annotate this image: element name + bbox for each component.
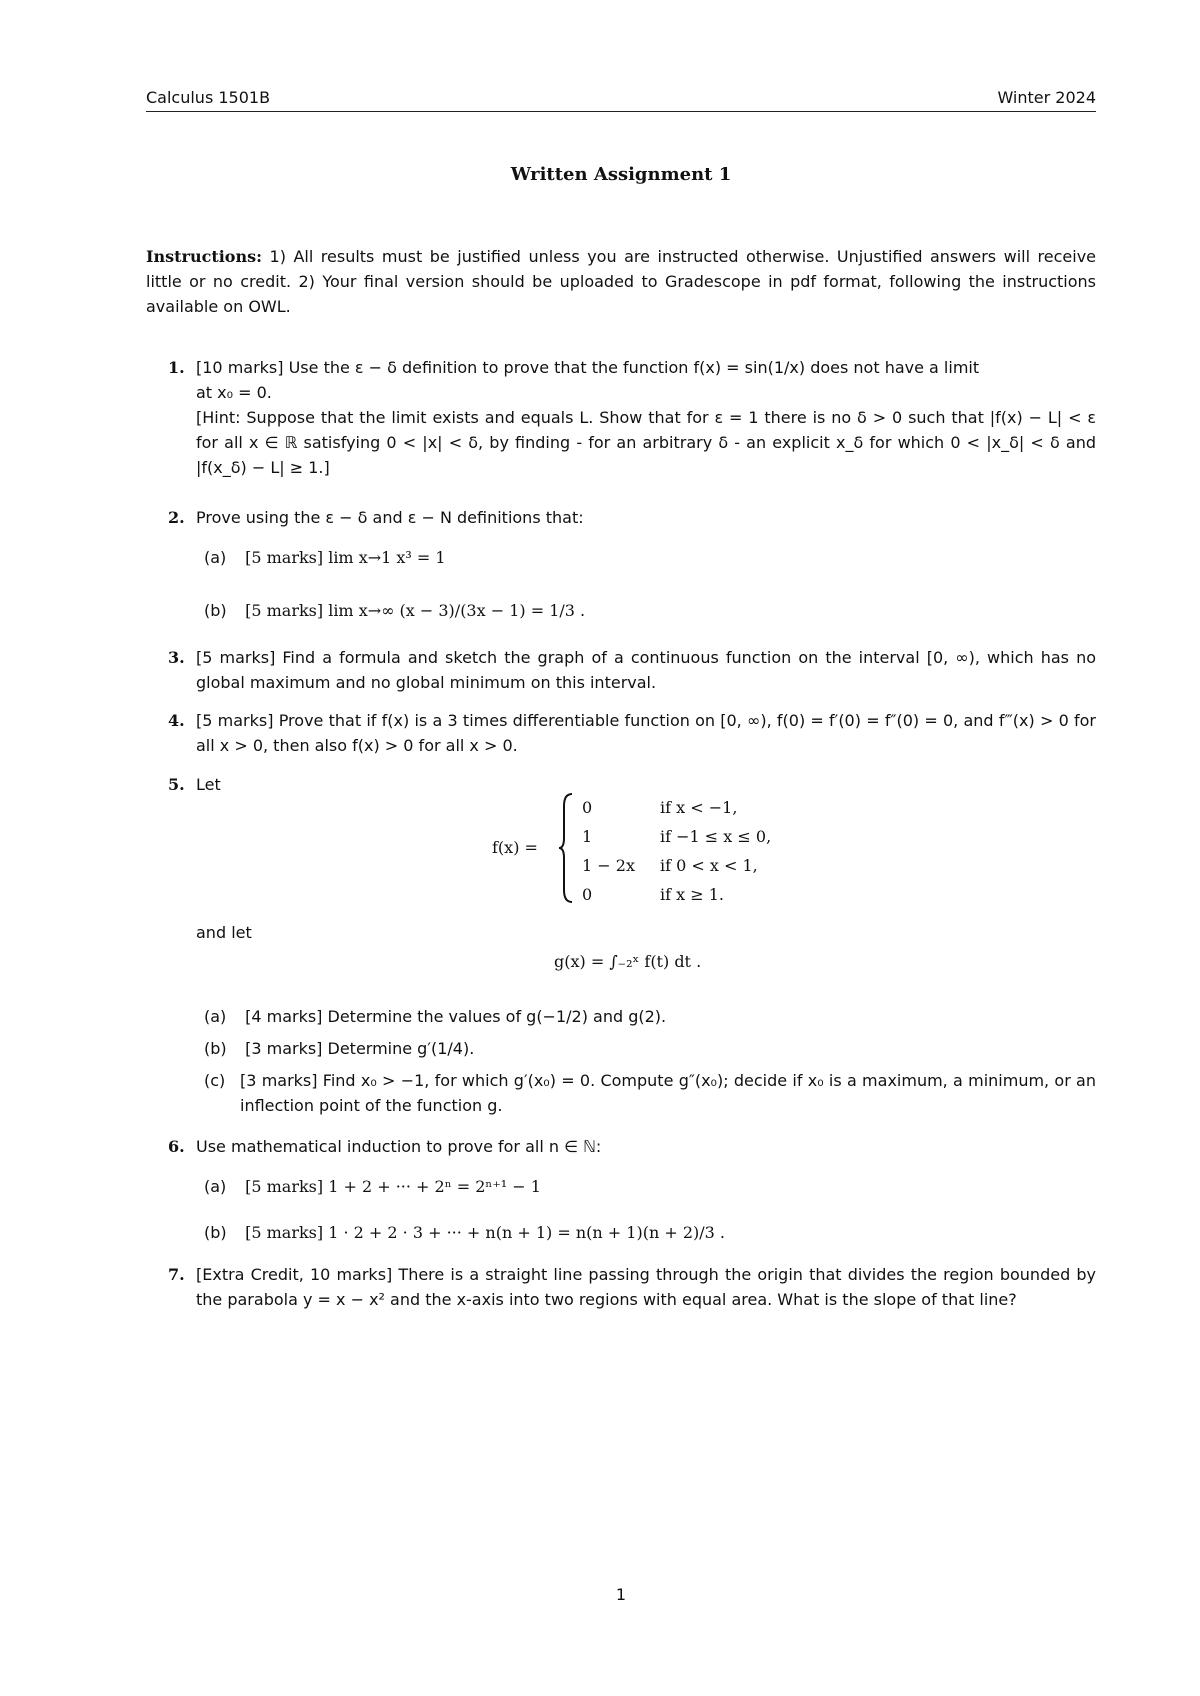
assignment-title: Written Assignment 1	[510, 164, 732, 185]
integral-definition: g(x) = ∫₋₂ˣ f(t) dt .	[554, 952, 702, 971]
case-value: 0	[582, 885, 593, 904]
part-text: [5 marks] lim x→1 x³ = 1	[245, 548, 446, 567]
problem-number: 6.	[168, 1137, 185, 1156]
part-text: [5 marks] 1 · 2 + 2 · 3 + ··· + n(n + 1) = n(n + 1)(n + 2)/3 .	[245, 1223, 725, 1242]
problem-3-statement: [5 marks] Find a formula and sketch the graph of a continuous function on the interval [0, ∞), which has no global maximum and no global minimum on this interval.	[196, 648, 1096, 692]
part-label: (a)	[204, 548, 227, 567]
case-value: 1	[582, 827, 593, 846]
part-text: [5 marks] 1 + 2 + ··· + 2ⁿ = 2ⁿ⁺¹ − 1	[245, 1177, 541, 1196]
instructions-label: Instructions:	[146, 247, 263, 266]
problem-number: 7.	[168, 1265, 185, 1284]
left-brace-icon	[558, 792, 574, 904]
problem-number: 1.	[168, 358, 185, 377]
piecewise-lhs: f(x) =	[492, 838, 538, 857]
problem-5-let: Let	[196, 775, 221, 794]
case-condition: if 0 < x < 1,	[660, 856, 758, 875]
part-label: (b)	[204, 1039, 227, 1058]
case-value: 0	[582, 798, 593, 817]
header-rule	[146, 111, 1096, 112]
part-text: [3 marks] Determine g′(1/4).	[245, 1039, 475, 1058]
problem-number: 4.	[168, 711, 185, 730]
problem-7-statement: [Extra Credit, 10 marks] There is a straight line passing through the origin that divides the region bounded by the parabola y = x − x² and the x-axis into two regions with equal area. What is the slope of that line?	[196, 1265, 1096, 1309]
instructions-text: 1) All results must be justified unless you are instructed otherwise. Unjustified answers will receive little or no credit. 2) Your final version should be uploaded to Gradescope in pdf format, following the instructions available on OWL.	[146, 247, 1097, 316]
course-name: Calculus 1501B	[146, 88, 271, 107]
problem-number: 3.	[168, 648, 185, 667]
part-label: (a)	[204, 1177, 227, 1196]
problem-number: 2.	[168, 508, 185, 527]
part-label: (c)	[204, 1071, 226, 1090]
problem-2-statement: Prove using the ε − δ and ε − N definitions that:	[196, 508, 584, 527]
problem-1-statement: [10 marks] Use the ε − δ definition to prove that the function f(x) = sin(1/x) does not have a limit	[196, 358, 980, 377]
part-text: [3 marks] Find x₀ > −1, for which g′(x₀) = 0. Compute g″(x₀); decide if x₀ is a maximum, a minimum, or an inflection point of the function g.	[240, 1071, 1096, 1115]
instructions	[146, 244, 1096, 319]
problem-number: 5.	[168, 775, 185, 794]
part-text: [5 marks] lim x→∞ (x − 3)/(3x − 1) = 1/3 .	[245, 601, 586, 620]
part-label: (a)	[204, 1007, 227, 1026]
part-label: (b)	[204, 601, 227, 620]
problem-1-point: at x₀ = 0.	[196, 383, 272, 402]
case-value: 1 − 2x	[582, 856, 635, 875]
page-number: 1	[615, 1585, 627, 1604]
part-label: (b)	[204, 1223, 227, 1242]
problem-4-statement: [5 marks] Prove that if f(x) is a 3 times differentiable function on [0, ∞), f(0) = f′(0) = f″(0) = 0, and f‴(x) > 0 for all x > 0, then also f(x) > 0 for all x > 0.	[196, 711, 1096, 755]
part-text: [4 marks] Determine the values of g(−1/2) and g(2).	[245, 1007, 667, 1026]
term-label: Winter 2024	[997, 88, 1096, 107]
case-condition: if −1 ≤ x ≤ 0,	[660, 827, 772, 846]
running-header	[146, 88, 1096, 107]
case-condition: if x ≥ 1.	[660, 885, 724, 904]
problem-1-hint: [Hint: Suppose that the limit exists and equals L. Show that for ε = 1 there is no δ > 0 such that |f(x) − L| < ε for all x ∈ ℝ satisfying 0 < |x| < δ, by finding - for an arbitrary δ - an explicit x_δ for which 0 < |x_δ| < δ and |f(x_δ) − L| ≥ 1.]	[196, 408, 1096, 477]
case-condition: if x < −1,	[660, 798, 738, 817]
problem-6-statement: Use mathematical induction to prove for all n ∈ ℕ:	[196, 1137, 602, 1156]
document-page: Calculus 1501B Winter 2024 Written Assignment 1 Instructions: 1) All results must be justified unless you are instructed otherwise. Unjustified answers will receive little or no credit. 2) Your final version should be uploaded to Gradescope in pdf format, following the instructions available on OWL. 1. [10 marks] Use the ε − δ definition to prove that the function f(x) = sin(1/x) does not have a limit at x₀ = 0. [Hint: Suppose that the limit exists and equals L. Show that for ε = 1 there is no δ > 0 such that |f(x) − L| < ε for all x ∈ ℝ satisfying 0 < |x| < δ, by finding - for an arbitrary δ - an explicit x_δ for which 0 < |x_δ| < δ and |f(x_δ) − L| ≥ 1.] 2. Prove using the ε − δ and ε − N definitions that: (a) [5 marks] lim x→1 x³ = 1 (b) [5 marks] lim x→∞ (x − 3)/(3x − 1) = 1/3 . 3. [5 marks] Find a formula and sketch the graph of a continuous function on the interval [0, ∞), which has no global maximum and no global minimum on this interval. 4. [5 marks] Prove that if f(x) is a 3 times differentiable function on [0, ∞), f(0) = f′(0) = f″(0) = 0, and f‴(x) > 0 for all x > 0, then also f(x) > 0 for all x > 0. 5. Let f(x) = 0 if x < −1, 1 if −1 ≤ x ≤ 0, 1 − 2x if 0 < x < 1, 0 if x ≥ 1. and let g(x) = ∫₋₂ˣ f(t) dt . (a) [4 marks] Determine the values of g(−1/2) and g(2). (b) [3 marks] Determine g′(1/4). (c) [3 marks] Find x₀ > −1, for which g′(x₀) = 0. Compute g″(x₀); decide if x₀ is a maximum, a minimum, or an inflection point of the function g. 6. Use mathematical induction to prove for all n ∈ ℕ: (a) [5 marks] 1 + 2 + ··· + 2ⁿ = 2ⁿ⁺¹ − 1 (b) [5 marks] 1 · 2 + 2 · 3 + ··· + n(n + 1) = n(n + 1)(n + 2)/3 . 7. [Extra Credit, 10 marks] There is a straight line passing through the origin that divides the region bounded by the parabola y = x − x² and the x-axis into two regions with equal area. What is the slope of that line? 1	[146, 88, 1097, 1604]
